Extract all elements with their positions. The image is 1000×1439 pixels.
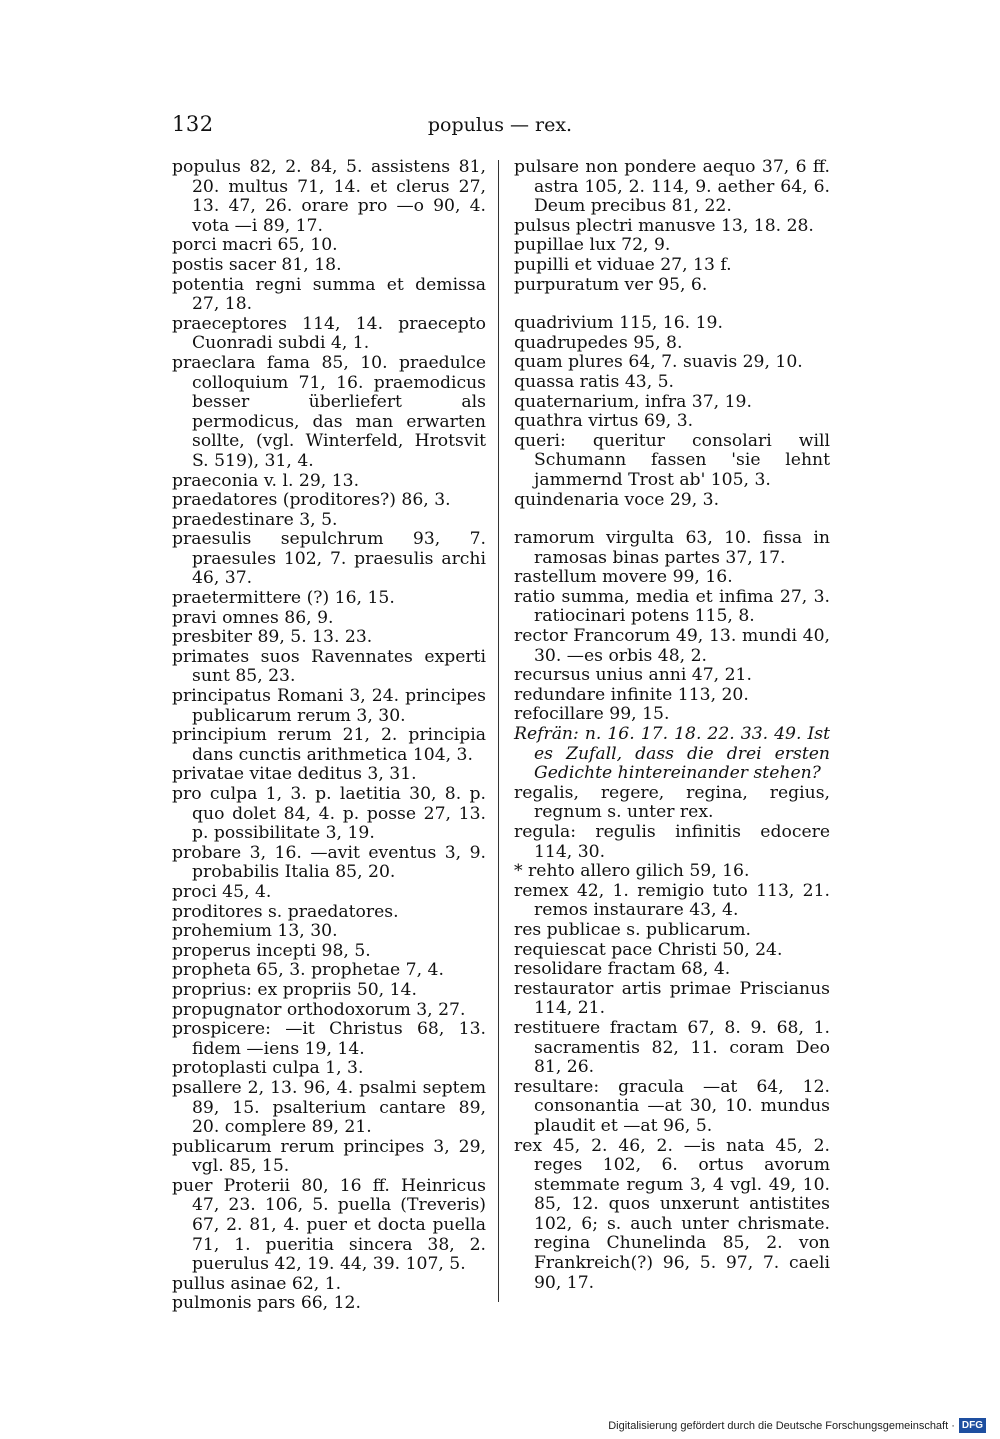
index-entry: psallere 2, 13. 96, 4. psalmi septem 89, 15. psalterium cantare 89, 20. complere 89, 21. — [172, 1077, 486, 1138]
index-entry: pupillae lux 72, 9. — [514, 235, 671, 256]
index-entry: regalis, regere, regina, regius, regnum s. unter rex. — [514, 782, 830, 823]
index-entry: praeconia v. l. 29, 13. — [172, 470, 360, 491]
index-entry: restaurator artis primae Priscianus 114, 21. — [514, 978, 830, 1019]
index-entry: populus 82, 2. 84, 5. assistens 81, 20. multus 71, 14. et clerus 27, 13. 47, 26. orare pro —o 90, 4. vota —i 89, 17. — [172, 157, 486, 236]
index-entry: puer Proterii 80, 16 ff. Heinricus 47, 23. 106, 5. puella (Treveris) 67, 2. 81, 4. puer et docta puella 71, 1. pueritia sincera 38, 2. puerulus 42, 19. 44, 39. 107, 5. — [172, 1175, 486, 1275]
index-entry: proci 45, 4. — [172, 881, 272, 902]
index-column-right — [514, 158, 830, 1293]
index-entry: remex 42, 1. remigio tuto 113, 21. remos instaurare 43, 4. — [514, 880, 830, 921]
index-entry: restituere fractam 67, 8. 9. 68, 1. sacramentis 82, 11. coram Deo 81, 26. — [514, 1017, 830, 1078]
index-entry: recursus unius anni 47, 21. — [514, 665, 752, 686]
index-entry: pulmonis pars 66, 12. — [172, 1293, 361, 1314]
index-entry: prohemium 13, 30. — [172, 921, 338, 942]
index-entry: prospicere: —it Christus 68, 13. fidem —iens 19, 14. — [172, 1019, 486, 1059]
index-entry: Refrän: n. 16. 17. 18. 22. 33. 49. Ist es Zufall, dass die drei ersten Gedichte hintereinander stehen? — [514, 724, 830, 784]
index-entry: rector Francorum 49, 13. mundi 40, 30. —es orbis 48, 2. — [514, 626, 830, 666]
index-entry: praedatores (proditores?) 86, 3. — [172, 490, 451, 511]
index-entry: pupilli et viduae 27, 13 f. — [514, 254, 732, 275]
index-column-left — [172, 158, 486, 1314]
index-entry: queri: queritur consolari will Schumann fassen 'sie lehnt jammernd Trost ab' 105, 3. — [514, 430, 830, 490]
index-entry: properus incepti 98, 5. — [172, 940, 371, 961]
index-entry: resultare: gracula —at 64, 12. consonantia —at 30, 10. mundus plaudit et —at 96, 5. — [514, 1076, 830, 1136]
index-entry: ratio summa, media et infima 27, 3. ratiocinari potens 115, 8. — [514, 586, 830, 627]
index-entry: propugnator orthodoxorum 3, 27. — [172, 999, 466, 1020]
column-divider — [498, 160, 499, 1302]
index-entry: praeceptores 114, 14. praecepto Cuonradi subdi 4, 1. — [172, 313, 486, 354]
index-entry: principium rerum 21, 2. principia dans cunctis arithmetica 104, 3. — [172, 725, 486, 765]
index-entry: quindenaria voce 29, 3. — [514, 489, 720, 510]
index-entry: proprius: ex propriis 50, 14. — [172, 979, 417, 1000]
index-entry: rex 45, 2. 46, 2. —is nata 45, 2. reges 102, 6. ortus avorum stemmate regum 3, 4 vgl. 49, 10. 85, 12. quos unxerunt antistites 102, 6; s. auch unter chrismate. regina Chunelinda 85, 2. von Frankreich(?) 96, 5. 97, 7. caeli 90, 17. — [514, 1135, 830, 1293]
footer — [608, 1418, 986, 1433]
index-entry: purpuratum ver 95, 6. — [514, 274, 708, 295]
index-entry: quaternarium, infra 37, 19. — [514, 391, 752, 412]
index-entry: praedestinare 3, 5. — [172, 509, 338, 530]
index-entry: praeclara fama 85, 10. praedulce colloquium 71, 16. praemodicus besser überliefert als permodicus, das man erwarten sollte, (vgl. Winterfeld, Hrotsvit S. 519), 31, 4. — [172, 352, 486, 471]
index-entry: probare 3, 16. —avit eventus 3, 9. probabilis Italia 85, 20. — [172, 842, 486, 883]
index-entry: presbiter 89, 5. 13. 23. — [172, 627, 373, 648]
index-entry: proditores s. praedatores. — [172, 901, 399, 922]
index-entry: pullus asinae 62, 1. — [172, 1273, 342, 1294]
index-entry: * rehto allero gilich 59, 16. — [514, 861, 750, 882]
index-entry: propheta 65, 3. prophetae 7, 4. — [172, 960, 444, 981]
index-entry: pulsus plectri manusve 13, 18. 28. — [514, 215, 814, 236]
index-entry: pro culpa 1, 3. p. laetitia 30, 8. p. quo dolet 84, 4. p. posse 27, 13. p. possibilitate 3, 19. — [172, 784, 486, 844]
index-entry: quassa ratis 43, 5. — [514, 371, 675, 392]
dfg-logo: DFG — [959, 1418, 986, 1433]
index-entry: praetermittere (?) 16, 15. — [172, 588, 395, 609]
index-entry: quadrivium 115, 16. 19. — [514, 313, 723, 334]
index-entry: resolidare fractam 68, 4. — [514, 959, 731, 980]
index-entry: publicarum rerum principes 3, 29, vgl. 85, 15. — [172, 1136, 486, 1177]
index-entry: praesulis sepulchrum 93, 7. praesules 102, 7. praesulis archi 46, 37. — [172, 529, 486, 589]
running-head: populus — rex. — [427, 114, 573, 136]
index-entry: porci macri 65, 10. — [172, 235, 338, 256]
index-entry: protoplasti culpa 1, 3. — [172, 1058, 364, 1079]
index-entry: regula: regulis infinitis edocere 114, 30. — [514, 822, 830, 862]
index-entry: rastellum movere 99, 16. — [514, 567, 733, 588]
index-entry: pravi omnes 86, 9. — [172, 607, 334, 628]
index-entry: quadrupedes 95, 8. — [514, 332, 683, 353]
index-entry: res publicae s. publicarum. — [514, 919, 751, 940]
index-entry: ramorum virgulta 63, 10. fissa in ramosas binas partes 37, 17. — [514, 528, 830, 568]
index-entry: postis sacer 81, 18. — [172, 254, 342, 275]
index-entry: redundare infinite 113, 20. — [514, 684, 749, 705]
index-entry: refocillare 99, 15. — [514, 704, 670, 725]
index-entry: requiescat pace Christi 50, 24. — [514, 939, 783, 960]
page-number: 132 — [172, 112, 214, 136]
index-entry: quathra virtus 69, 3. — [514, 411, 694, 432]
index-entry: primates suos Ravennates experti sunt 85, 23. — [172, 646, 486, 687]
index-entry: pulsare non pondere aequo 37, 6 ff. astra 105, 2. 114, 9. aether 64, 6. Deum precibus 81, 22. — [514, 157, 830, 217]
index-entry: quam plures 64, 7. suavis 29, 10. — [514, 352, 803, 373]
index-entry: potentia regni summa et demissa 27, 18. — [172, 274, 486, 315]
footer-credit: Digitalisierung gefördert durch die Deutsche Forschungsgemeinschaft · — [608, 1419, 955, 1432]
index-entry: principatus Romani 3, 24. principes publicarum rerum 3, 30. — [172, 686, 486, 726]
index-entry: privatae vitae deditus 3, 31. — [172, 764, 417, 785]
